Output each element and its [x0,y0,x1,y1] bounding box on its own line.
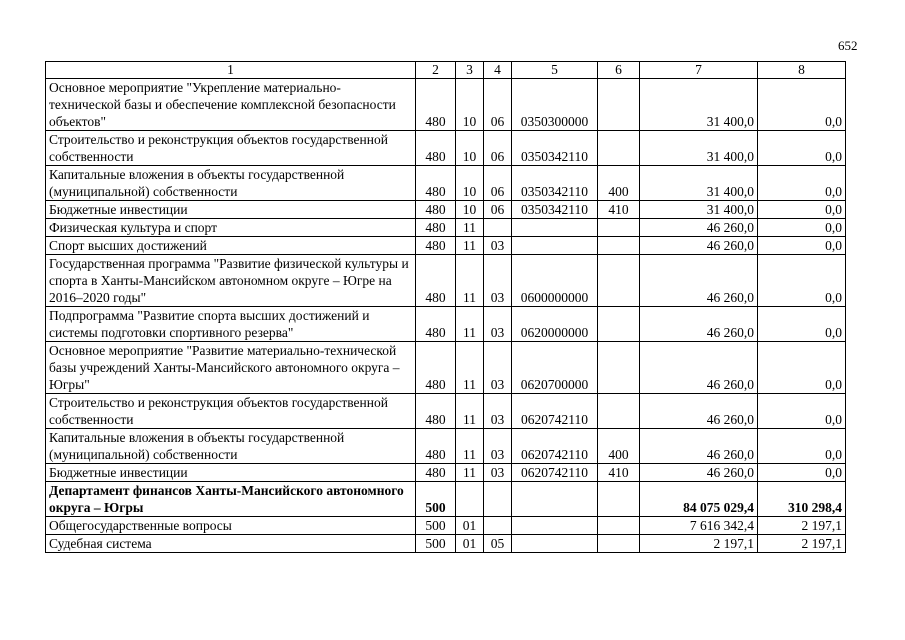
target-article-cell [512,535,598,553]
section-cell: 11 [456,237,484,255]
subsection-cell: 06 [484,79,512,131]
amount-cell: 46 260,0 [640,307,758,342]
ministry-code-cell: 480 [416,237,456,255]
section-cell: 11 [456,394,484,429]
table-row [46,219,846,237]
subsection-cell [484,517,512,535]
section-cell: 11 [456,219,484,237]
amount-cell: 31 400,0 [640,79,758,131]
column-header: 1 [46,62,416,79]
row-name-cell: Капитальные вложения в объекты государственной (муниципальной) собственности [46,429,416,464]
ministry-code-cell: 500 [416,517,456,535]
table-row [46,535,846,553]
row-name-cell: Бюджетные инвестиции [46,464,416,482]
section-cell: 11 [456,307,484,342]
row-name-cell: Общегосударственные вопросы [46,517,416,535]
expense-type-cell [598,237,640,255]
section-cell: 11 [456,342,484,394]
amount-secondary-cell: 0,0 [758,79,846,131]
subsection-cell [484,482,512,517]
target-article-cell: 0350342110 [512,166,598,201]
row-name-cell: Государственная программа "Развитие физической культуры и спорта в Ханты-Мансийском автономном округе – Югре на 2016–2020 годы" [46,255,416,307]
subsection-cell [484,219,512,237]
amount-secondary-cell: 0,0 [758,237,846,255]
expense-type-cell [598,517,640,535]
ministry-code-cell: 480 [416,131,456,166]
ministry-code-cell: 480 [416,342,456,394]
section-cell: 10 [456,166,484,201]
expense-type-cell [598,307,640,342]
subsection-cell: 05 [484,535,512,553]
target-article-cell [512,517,598,535]
subsection-cell: 03 [484,237,512,255]
ministry-code-cell: 480 [416,166,456,201]
section-cell: 01 [456,517,484,535]
amount-secondary-cell: 0,0 [758,255,846,307]
ministry-code-cell: 480 [416,219,456,237]
amount-cell: 46 260,0 [640,342,758,394]
amount-cell: 31 400,0 [640,166,758,201]
expense-type-cell: 400 [598,166,640,201]
table-row [46,131,846,166]
subsection-cell: 06 [484,201,512,219]
target-article-cell: 0600000000 [512,255,598,307]
row-name-cell: Основное мероприятие "Укрепление материально-технической базы и обеспечение комплексной безопасности объектов" [46,79,416,131]
ministry-code-cell: 480 [416,79,456,131]
row-name-cell: Судебная система [46,535,416,553]
target-article-cell: 0620742110 [512,394,598,429]
section-cell: 11 [456,429,484,464]
target-article-cell [512,482,598,517]
amount-secondary-cell: 2 197,1 [758,535,846,553]
section-cell: 11 [456,255,484,307]
amount-cell: 31 400,0 [640,201,758,219]
table-row [46,342,846,394]
amount-secondary-cell: 0,0 [758,166,846,201]
expense-type-cell: 400 [598,429,640,464]
subsection-cell: 03 [484,464,512,482]
target-article-cell [512,237,598,255]
table-row [46,237,846,255]
amount-cell: 46 260,0 [640,429,758,464]
expense-type-cell [598,255,640,307]
amount-cell: 46 260,0 [640,255,758,307]
ministry-code-cell: 480 [416,464,456,482]
amount-cell: 31 400,0 [640,131,758,166]
subsection-cell: 03 [484,429,512,464]
amount-secondary-cell: 0,0 [758,429,846,464]
target-article-cell [512,219,598,237]
row-name-cell: Департамент финансов Ханты-Мансийского автономного округа – Югры [46,482,416,517]
subsection-cell: 06 [484,131,512,166]
row-name-cell: Строительство и реконструкция объектов государственной собственности [46,394,416,429]
ministry-code-cell: 500 [416,482,456,517]
subsection-cell: 03 [484,307,512,342]
target-article-cell: 0620700000 [512,342,598,394]
column-header: 2 [416,62,456,79]
table-row [46,429,846,464]
table-row [46,394,846,429]
ministry-code-cell: 480 [416,201,456,219]
section-cell [456,482,484,517]
column-header: 4 [484,62,512,79]
ministry-code-cell: 500 [416,535,456,553]
expense-type-cell [598,79,640,131]
table-row [46,166,846,201]
amount-secondary-cell: 0,0 [758,394,846,429]
amount-cell: 2 197,1 [640,535,758,553]
column-header: 3 [456,62,484,79]
expense-type-cell [598,394,640,429]
row-name-cell: Бюджетные инвестиции [46,201,416,219]
amount-cell: 46 260,0 [640,464,758,482]
subsection-cell: 03 [484,394,512,429]
table-row [46,307,846,342]
amount-secondary-cell: 0,0 [758,201,846,219]
column-header: 6 [598,62,640,79]
amount-cell: 46 260,0 [640,237,758,255]
section-cell: 10 [456,131,484,166]
table-body [46,79,846,553]
row-name-cell: Строительство и реконструкция объектов государственной собственности [46,131,416,166]
expense-type-cell: 410 [598,464,640,482]
row-name-cell: Спорт высших достижений [46,237,416,255]
table-row [46,255,846,307]
amount-secondary-cell: 0,0 [758,342,846,394]
ministry-code-cell: 480 [416,429,456,464]
row-name-cell: Физическая культура и спорт [46,219,416,237]
amount-cell: 7 616 342,4 [640,517,758,535]
table-row [46,79,846,131]
target-article-cell: 0350342110 [512,201,598,219]
target-article-cell: 0620000000 [512,307,598,342]
target-article-cell: 0620742110 [512,464,598,482]
ministry-code-cell: 480 [416,394,456,429]
section-cell: 10 [456,201,484,219]
page-number: 652 [838,38,858,53]
section-cell: 10 [456,79,484,131]
column-header: 5 [512,62,598,79]
target-article-cell: 0350342110 [512,131,598,166]
table-row [46,482,846,517]
amount-cell: 84 075 029,4 [640,482,758,517]
amount-cell: 46 260,0 [640,394,758,429]
amount-secondary-cell: 0,0 [758,131,846,166]
header-row [46,62,846,79]
section-cell: 11 [456,464,484,482]
row-name-cell: Основное мероприятие "Развитие материально-технической базы учреждений Ханты-Мансийского автономного округа – Югры" [46,342,416,394]
table-row [46,517,846,535]
subsection-cell: 03 [484,342,512,394]
amount-secondary-cell: 2 197,1 [758,517,846,535]
expense-type-cell [598,342,640,394]
budget-table [45,61,846,553]
amount-secondary-cell: 0,0 [758,219,846,237]
expense-type-cell [598,219,640,237]
expense-type-cell: 410 [598,201,640,219]
row-name-cell: Подпрограмма "Развитие спорта высших достижений и системы подготовки спортивного резерва" [46,307,416,342]
section-cell: 01 [456,535,484,553]
column-header: 7 [640,62,758,79]
amount-secondary-cell: 0,0 [758,464,846,482]
expense-type-cell [598,535,640,553]
ministry-code-cell: 480 [416,255,456,307]
column-header: 8 [758,62,846,79]
amount-secondary-cell: 310 298,4 [758,482,846,517]
expense-type-cell [598,131,640,166]
amount-secondary-cell: 0,0 [758,307,846,342]
amount-cell: 46 260,0 [640,219,758,237]
expense-type-cell [598,482,640,517]
table-row [46,201,846,219]
subsection-cell: 06 [484,166,512,201]
ministry-code-cell: 480 [416,307,456,342]
subsection-cell: 03 [484,255,512,307]
table-row [46,464,846,482]
target-article-cell: 0350300000 [512,79,598,131]
row-name-cell: Капитальные вложения в объекты государственной (муниципальной) собственности [46,166,416,201]
target-article-cell: 0620742110 [512,429,598,464]
